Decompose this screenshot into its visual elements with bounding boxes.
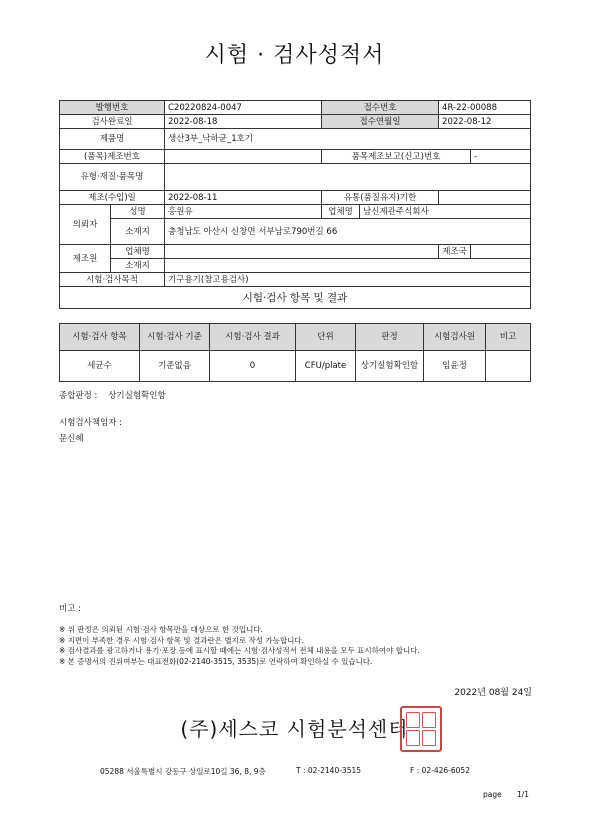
note-item: ※ 지면이 부족한 경우 시험·검사 항목 및 결과란은 별지로 작성 가능합니다. <box>59 635 304 645</box>
maker-address <box>165 259 531 273</box>
issue-no: C20220824-0047 <box>165 101 322 115</box>
product-name: 생산3부_낙하균_1호기 <box>165 129 531 150</box>
result-judgment: 상기실험확인함 <box>356 351 424 382</box>
receipt-date: 2022-08-12 <box>439 115 531 129</box>
header-remarks: 비고 <box>486 324 531 351</box>
footer-address: 05288 서울특별시 강동구 상일로10길 36, 8, 9층 <box>100 767 266 776</box>
purpose-label: 시험·검사목적 <box>60 273 165 287</box>
mfg-date: 2022-08-11 <box>165 191 322 205</box>
overall-judgment: 종합판정 : 상기실험확인함 <box>59 391 166 401</box>
result-inspector: 임윤정 <box>424 351 486 382</box>
client-address-label: 소재지 <box>111 219 165 245</box>
results-table <box>59 323 531 382</box>
mfg-date-label: 제조(수입)일 <box>60 191 165 205</box>
maker-company-label: 업체명 <box>111 245 165 259</box>
result-unit: CFU/plate <box>296 351 356 382</box>
header-item: 시험·검사 항목 <box>60 324 140 351</box>
note-item: ※ 위 판정은 의뢰된 시험·검사 항목만을 대상으로 한 것입니다. <box>59 625 264 634</box>
receipt-date-label: 접수연월일 <box>322 115 439 129</box>
client-company-label: 업체명 <box>322 205 360 219</box>
note-item: ※ 검사결과를 광고하거나 용기·포장 등에 표시할 때에는 시험·검사성적서 전체 내용을 모두 표시하여야 합니다. <box>59 646 420 655</box>
center-name: (주)세스코 시험분석센터 <box>180 717 409 741</box>
completed-date: 2022-08-18 <box>165 115 322 129</box>
note-item: ※ 본 증명서의 진위여부는 대표전화(02-2140-3515, 3535)로 연락하여 확인하실 수 있습니다. <box>59 656 373 666</box>
header-result: 시험·검사 결과 <box>210 324 296 351</box>
document-title: 시험 · 검사성적서 <box>204 43 385 68</box>
manager-label: 시험검사책임자 : <box>59 418 123 428</box>
receipt-no-label: 접수번호 <box>322 101 439 115</box>
completed-label: 검사완료일 <box>60 115 165 129</box>
report-no: - <box>471 150 531 164</box>
expiry-label: 유통(품질유지)기한 <box>322 191 439 205</box>
type-value <box>165 164 531 191</box>
client-name-label: 성명 <box>111 205 165 219</box>
table-row <box>60 351 531 382</box>
maker-label: 제조원 <box>60 245 111 273</box>
result-item: 세균수 <box>60 351 140 382</box>
issue-date: 2022년 08월 24일 <box>454 688 532 698</box>
result-value: 0 <box>210 351 296 382</box>
report-no-label: 품목제조보고(신고)번호 <box>322 150 471 164</box>
product-label: 제품명 <box>60 129 165 150</box>
header-judgment: 판정 <box>356 324 424 351</box>
maker-address-label: 소재지 <box>111 259 165 273</box>
page-number: 1/1 <box>517 790 530 799</box>
client-name: 홍원유 <box>165 205 322 219</box>
notes-list <box>59 625 420 667</box>
purpose-value: 기구용기(참고용검사) <box>165 273 531 287</box>
country-value <box>471 245 531 259</box>
issue-no-label: 발행번호 <box>60 101 165 115</box>
type-label: 유형·재질·품목명 <box>60 164 165 191</box>
result-standard: 기준없음 <box>140 351 210 382</box>
client-address: 충청남도 아산시 신창면 서부남로790번길 66 <box>165 219 531 245</box>
footer-fax: F : 02-426-6052 <box>410 766 470 775</box>
item-no <box>165 150 322 164</box>
manager-name: 문신혜 <box>59 434 84 444</box>
expiry-value <box>439 191 531 205</box>
header-inspector: 시험검사원 <box>424 324 486 351</box>
receipt-no: 4R-22-00088 <box>439 101 531 115</box>
client-label: 의뢰자 <box>60 205 111 245</box>
header-standard: 시험·검사 기준 <box>140 324 210 351</box>
item-no-label: (품목)제조번호 <box>60 150 165 164</box>
client-company: 남신제관주식회사 <box>360 205 531 219</box>
country-label: 제조국 <box>439 245 471 259</box>
page-label: page <box>483 790 502 799</box>
maker-company <box>165 245 439 259</box>
remarks-label: 비고 : <box>59 604 81 614</box>
seal-stamp <box>400 706 442 752</box>
info-table <box>59 100 531 309</box>
footer-tel: T : 02-2140-3515 <box>296 766 362 775</box>
results-section-title: 시험·검사 항목 및 결과 <box>60 287 531 309</box>
result-remarks <box>486 351 531 382</box>
header-unit: 단위 <box>296 324 356 351</box>
